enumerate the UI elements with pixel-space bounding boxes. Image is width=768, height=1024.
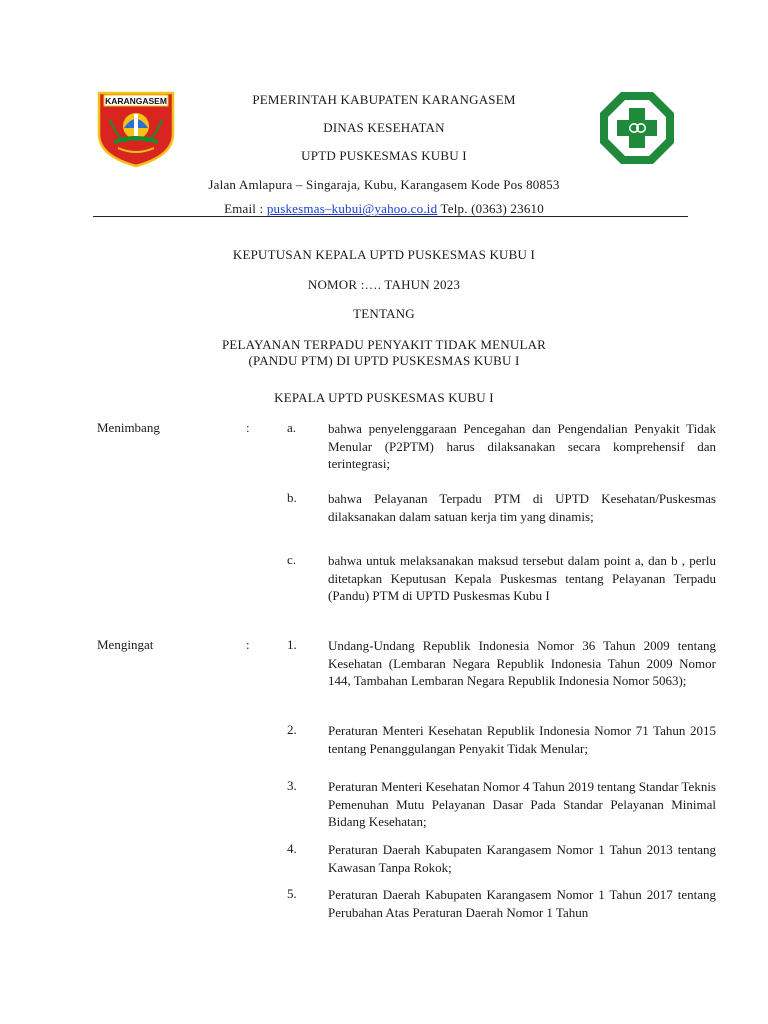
letterhead-government: PEMERINTAH KABUPATEN KARANGASEM [252, 92, 516, 107]
letterhead-unit: UPTD PUSKESMAS KUBU I [301, 148, 467, 163]
letterhead-address: Jalan Amlapura – Singaraja, Kubu, Karangasem Kode Pos 80853 [208, 177, 560, 192]
decree-title: KEPUTUSAN KEPALA UPTD PUSKESMAS KUBU I [232, 247, 536, 262]
mengingat-item-1: Undang-Undang Republik Indonesia Nomor 36 Tahun 2009 tentang Kesehatan (Lembaran Negara Republik Indonesia Tahun 2009 Nomor 144, Tambahan Lembaran Negara Republik Indonesia Nomor 5063); [328, 638, 716, 688]
mengingat-marker-4: 4. [287, 841, 297, 856]
email-label: Email : [224, 201, 267, 216]
decree-subject-line1: PELAYANAN TERPADU PENYAKIT TIDAK MENULAR [221, 337, 547, 352]
letterhead-department: DINAS KESEHATAN [323, 120, 445, 135]
mengingat-item-2: Peraturan Menteri Kesehatan Republik Indonesia Nomor 71 Tahun 2015 tentang Penanggulangan Penyakit Tidak Menular; [328, 723, 716, 756]
email-link[interactable]: puskesmas–kubui@yahoo.co.id [266, 201, 438, 216]
decree-subject-line2: (PANDU PTM) DI UPTD PUSKESMAS KUBU I [248, 353, 520, 368]
letterhead-contact [0, 201, 768, 217]
mengingat-marker-2: 2. [287, 722, 297, 737]
menimbang-marker-b: b. [287, 490, 297, 505]
mengingat-marker-1: 1. [287, 637, 297, 652]
menimbang-marker-a: a. [287, 420, 297, 435]
mengingat-colon: : [246, 637, 250, 652]
menimbang-colon: : [246, 420, 250, 435]
decree-number: NOMOR :…. TAHUN 2023 [307, 277, 461, 292]
telephone: Telp. (0363) 23610 [437, 201, 544, 216]
mengingat-item-5: Peraturan Daerah Kabupaten Karangasem Nomor 1 Tahun 2017 tentang Perubahan Atas Peraturan Daerah Nomor 1 Tahun [328, 887, 716, 920]
menimbang-label: Menimbang [97, 420, 160, 435]
logo-text: KARANGASEM [105, 96, 167, 106]
mengingat-marker-5: 5. [287, 886, 297, 901]
mengingat-item-4: Peraturan Daerah Kabupaten Karangasem Nomor 1 Tahun 2013 tentang Kawasan Tanpa Rokok; [328, 842, 716, 875]
menimbang-item-a: bahwa penyelenggaraan Pencegahan dan Pengendalian Penyakit Tidak Menular (P2PTM) harus dilaksanakan secara komprehensif dan terintegrasi; [328, 421, 716, 471]
menimbang-item-c: bahwa untuk melaksanakan maksud tersebut dalam point a, dan b , perlu ditetapkan Keputusan Kepala Puskesmas tentang Pelayanan Terpadu (Pandu) PTM di UPTD Puskesmas Kubu I [328, 553, 716, 603]
mengingat-item-3: Peraturan Menteri Kesehatan Nomor 4 Tahun 2019 tentang Standar Teknis Pemenuhan Mutu Pelayanan Dasar Pada Standar Pelayanan Minimal Bidang Kesehatan; [328, 779, 716, 829]
decree-authority: KEPALA UPTD PUSKESMAS KUBU I [274, 390, 494, 405]
decree-tentang: TENTANG [353, 306, 415, 321]
menimbang-item-b: bahwa Pelayanan Terpadu PTM di UPTD Kesehatan/Puskesmas dilaksanakan dalam satuan kerja tim yang dinamis; [328, 491, 716, 524]
letterhead-divider [93, 216, 688, 217]
mengingat-label: Mengingat [97, 637, 154, 652]
mengingat-marker-3: 3. [287, 778, 297, 793]
menimbang-marker-c: c. [287, 552, 297, 567]
